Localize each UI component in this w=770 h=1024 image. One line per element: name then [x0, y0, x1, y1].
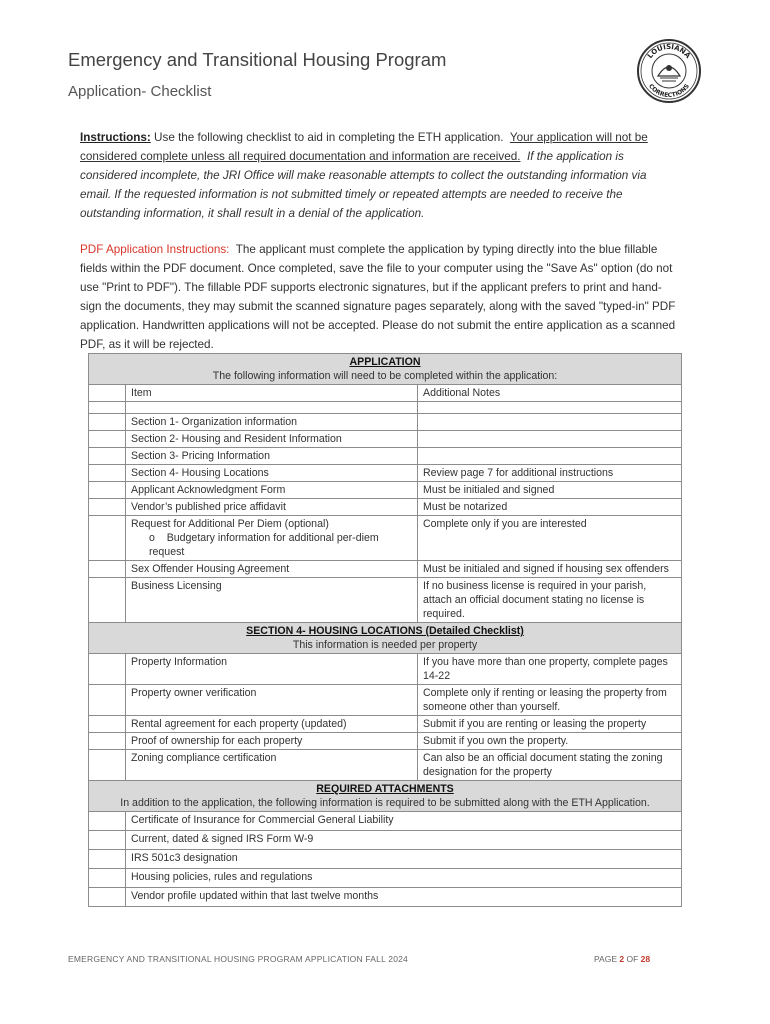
- table-row: [89, 888, 682, 907]
- attachments-header-row: [89, 781, 682, 812]
- note-cell: Submit if you own the property.: [418, 733, 682, 750]
- application-header-row: [89, 354, 682, 385]
- section4-header-row: [89, 623, 682, 654]
- louisiana-corrections-seal-icon: [636, 38, 702, 104]
- column-header-row: [89, 385, 682, 402]
- instructions-incomplete-note: If the application is considered incomplete, the JRI Office will make reasonable attempts to collect the outstanding information via email. If the requested information is not submitted timely or repeated attempts are needed to receive the outstanding information, it shall result in a denial of the application.: [80, 150, 647, 220]
- checkbox-cell[interactable]: [89, 750, 126, 781]
- table-row: [89, 733, 682, 750]
- item-cell: Vendor’s published price affidavit: [126, 499, 418, 516]
- note-cell: Must be notarized: [418, 499, 682, 516]
- note-cell: Can also be an official document stating the zoning designation for the property: [418, 750, 682, 781]
- document-subtitle: Application- Checklist: [68, 83, 212, 100]
- application-subheading: The following information will need to be completed within the application:: [212, 370, 558, 382]
- checkbox-cell[interactable]: [89, 888, 126, 907]
- checkbox-cell[interactable]: [89, 482, 126, 499]
- table-row: [89, 561, 682, 578]
- seal-text-top: LOUISIANA: [646, 42, 692, 60]
- table-row: [89, 482, 682, 499]
- footer-page-number: [594, 954, 650, 964]
- table-row: [89, 516, 682, 561]
- table-row: [89, 578, 682, 623]
- attachment-item: Housing policies, rules and regulations: [126, 869, 682, 888]
- checkbox-cell[interactable]: [89, 733, 126, 750]
- checkbox-cell[interactable]: [89, 716, 126, 733]
- attachment-item: IRS 501c3 designation: [126, 850, 682, 869]
- checkbox-cell[interactable]: [89, 812, 126, 831]
- table-row: [89, 499, 682, 516]
- table-row: [89, 414, 682, 431]
- checkbox-cell[interactable]: [89, 869, 126, 888]
- document-title: Emergency and Transitional Housing Program: [68, 49, 447, 70]
- seal-text-bottom: CORRECTIONS: [647, 82, 691, 100]
- note-cell: [418, 431, 682, 448]
- table-row: [89, 750, 682, 781]
- pdf-instructions-paragraph: [80, 240, 680, 354]
- sub-item: [131, 531, 412, 559]
- attachment-item: Certificate of Insurance for Commercial General Liability: [126, 812, 682, 831]
- table-row: [89, 812, 682, 831]
- checkbox-cell[interactable]: [89, 850, 126, 869]
- checkbox-cell[interactable]: [89, 578, 126, 623]
- instructions-label: Instructions:: [80, 131, 151, 144]
- checkbox-cell[interactable]: [89, 385, 126, 402]
- page-current: 2: [619, 954, 625, 964]
- spacer-row: [89, 402, 682, 414]
- page-total: 28: [640, 954, 651, 964]
- item-cell: Property Information: [126, 654, 418, 685]
- checkbox-cell[interactable]: [89, 414, 126, 431]
- instructions-text: Use the following checklist to aid in completing the ETH application.: [154, 131, 504, 144]
- table-row: [89, 654, 682, 685]
- checkbox-cell[interactable]: [89, 499, 126, 516]
- instructions-requirement: Your application will not be considered complete unless all required documentation and information are received.: [80, 131, 648, 163]
- attachments-subheading: In addition to the application, the following information is required to be submitted along with the ETH Application.: [120, 797, 650, 809]
- item-text: Request for Additional Per Diem (optional): [131, 518, 329, 530]
- item-cell: Section 2- Housing and Resident Information: [126, 431, 418, 448]
- column-item: Item: [126, 385, 418, 402]
- checkbox-cell[interactable]: [89, 448, 126, 465]
- pdf-instructions-text: The applicant must complete the application by typing directly into the blue fillable fields within the PDF document. Once completed, save the file to your computer using the "Save As" option (do not use "Print to PDF"). The fillable PDF supports electronic signatures, but if the applicant prefers to print and hand-sign the documents, they may submit the scanned signature pages separately, along with the saved "typed-in" PDF application. Handwritten applications will not be accepted. Please do not submit the entire application as a scanned PDF, as it will be rejected.: [80, 243, 676, 351]
- item-cell: [126, 516, 418, 561]
- checkbox-cell[interactable]: [89, 561, 126, 578]
- note-cell: [418, 414, 682, 431]
- checkbox-cell[interactable]: [89, 685, 126, 716]
- item-cell: Section 4- Housing Locations: [126, 465, 418, 482]
- item-cell: Proof of ownership for each property: [126, 733, 418, 750]
- section4-subheading: This information is needed per property: [292, 639, 478, 651]
- table-row: [89, 685, 682, 716]
- note-cell: Complete only if you are interested: [418, 516, 682, 561]
- table-row: [89, 448, 682, 465]
- note-cell: Complete only if renting or leasing the property from someone other than yourself.: [418, 685, 682, 716]
- table-row: [89, 831, 682, 850]
- pdf-instructions-label: PDF Application Instructions:: [80, 243, 230, 256]
- footer-program-label: EMERGENCY AND TRANSITIONAL HOUSING PROGRAM APPLICATION FALL 2024: [68, 954, 408, 964]
- page-of: OF: [626, 954, 639, 964]
- section4-heading: SECTION 4- HOUSING LOCATIONS (Detailed Checklist): [246, 625, 524, 637]
- column-notes: Additional Notes: [418, 385, 682, 402]
- table-row: [89, 869, 682, 888]
- checkbox-cell[interactable]: [89, 465, 126, 482]
- checkbox-cell[interactable]: [89, 431, 126, 448]
- note-cell: Submit if you are renting or leasing the property: [418, 716, 682, 733]
- item-cell: Section 1- Organization information: [126, 414, 418, 431]
- note-cell: Must be initialed and signed if housing sex offenders: [418, 561, 682, 578]
- note-cell: If you have more than one property, complete pages 14-22: [418, 654, 682, 685]
- instructions-paragraph: [80, 128, 680, 223]
- note-cell: [418, 448, 682, 465]
- sub-item-text: Budgetary information for additional per-diem request: [149, 532, 379, 558]
- attachment-item: Current, dated & signed IRS Form W-9: [126, 831, 682, 850]
- application-heading: APPLICATION: [349, 356, 421, 368]
- table-row: [89, 465, 682, 482]
- checkbox-cell[interactable]: [89, 516, 126, 561]
- table-row: [89, 431, 682, 448]
- page-prefix: PAGE: [594, 954, 617, 964]
- checkbox-cell[interactable]: [89, 654, 126, 685]
- item-cell: Property owner verification: [126, 685, 418, 716]
- attachments-heading: REQUIRED ATTACHMENTS: [316, 783, 454, 795]
- item-cell: Business Licensing: [126, 578, 418, 623]
- table-row: [89, 850, 682, 869]
- checklist-table: [88, 353, 682, 907]
- bullet-icon: o: [149, 532, 155, 544]
- note-cell: Review page 7 for additional instructions: [418, 465, 682, 482]
- note-cell: If no business license is required in your parish, attach an official document stating no license is required.: [418, 578, 682, 623]
- item-cell: Zoning compliance certification: [126, 750, 418, 781]
- item-cell: Section 3- Pricing Information: [126, 448, 418, 465]
- note-cell: Must be initialed and signed: [418, 482, 682, 499]
- attachment-item: Vendor profile updated within that last twelve months: [126, 888, 682, 907]
- item-cell: Applicant Acknowledgment Form: [126, 482, 418, 499]
- table-row: [89, 716, 682, 733]
- checkbox-cell[interactable]: [89, 831, 126, 850]
- item-cell: Sex Offender Housing Agreement: [126, 561, 418, 578]
- item-cell: Rental agreement for each property (updated): [126, 716, 418, 733]
